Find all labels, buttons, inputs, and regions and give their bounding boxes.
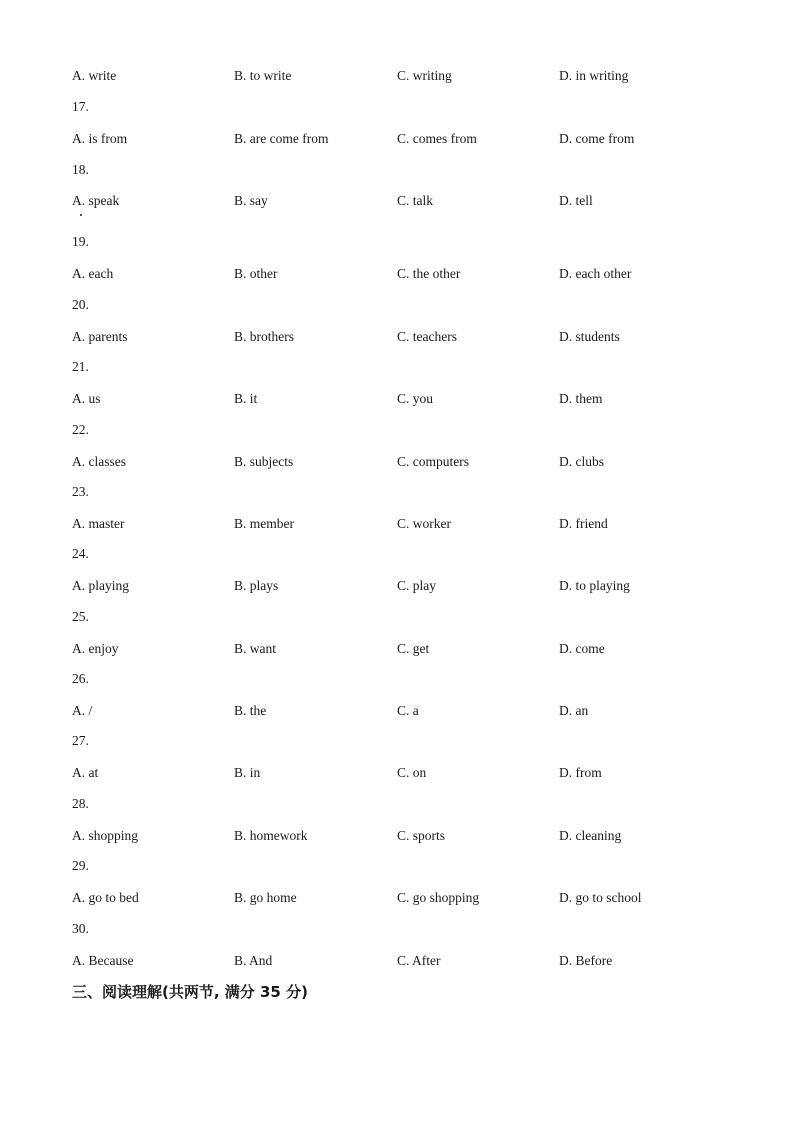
option-c: C. teachers: [397, 329, 457, 344]
option-a: A. shopping: [72, 828, 139, 843]
option-d: D. them: [559, 391, 603, 406]
option-d: D. come from: [559, 131, 635, 146]
option-a: A. each: [72, 266, 114, 281]
option-c: C. the other: [397, 266, 461, 281]
option-d: D. tell: [559, 193, 593, 208]
option-d: D. go to school: [559, 890, 642, 905]
option-b: B. in: [234, 765, 261, 780]
question-number: 17.: [72, 99, 89, 114]
option-c: C. play: [397, 578, 436, 593]
question-number: 23.: [72, 484, 89, 499]
option-c: C. you: [397, 391, 434, 406]
option-d: D. each other: [559, 266, 632, 281]
option-c: C. computers: [397, 454, 469, 469]
option-a: A. parents: [72, 329, 128, 344]
question-number: 22.: [72, 422, 89, 437]
question-number: 21.: [72, 359, 89, 374]
option-c: C. go shopping: [397, 890, 480, 905]
question-number: 20.: [72, 297, 89, 312]
option-b: B. want: [234, 641, 276, 656]
option-c: C. on: [397, 765, 427, 780]
question-number: 30.: [72, 921, 89, 936]
option-a: A. is from: [72, 131, 128, 146]
option-d: D. come: [559, 641, 605, 656]
option-a: A. Because: [72, 953, 134, 968]
option-c: C. sports: [397, 828, 446, 843]
question-number: 29.: [72, 858, 89, 873]
question-number: 26.: [72, 671, 89, 686]
stray-mark: [80, 214, 82, 216]
option-c: C. get: [397, 641, 430, 656]
question-number: 27.: [72, 733, 89, 748]
option-a: A. master: [72, 516, 125, 531]
option-c: C. After: [397, 953, 441, 968]
option-c: C. talk: [397, 193, 433, 208]
option-b: B. other: [234, 266, 278, 281]
option-b: B. And: [234, 953, 273, 968]
option-d: D. students: [559, 329, 620, 344]
option-a: A. at: [72, 765, 99, 780]
option-b: B. say: [234, 193, 268, 208]
option-a: A. playing: [72, 578, 129, 593]
option-a: A. speak: [72, 193, 120, 208]
option-b: B. homework: [234, 828, 308, 843]
option-b: B. go home: [234, 890, 297, 905]
option-d: D. an: [559, 703, 589, 718]
option-a: A. us: [72, 391, 101, 406]
option-b: B. to write: [234, 68, 292, 83]
option-d: D. to playing: [559, 578, 630, 593]
option-a: A. go to bed: [72, 890, 139, 905]
option-b: B. are come from: [234, 131, 329, 146]
option-d: D. clubs: [559, 454, 604, 469]
option-b: B. brothers: [234, 329, 294, 344]
option-b: B. subjects: [234, 454, 294, 469]
question-number: 25.: [72, 609, 89, 624]
question-number: 24.: [72, 546, 89, 561]
option-d: D. in writing: [559, 68, 629, 83]
option-d: D. Before: [559, 953, 613, 968]
option-d: D. friend: [559, 516, 608, 531]
option-a: A. enjoy: [72, 641, 119, 656]
option-b: B. plays: [234, 578, 279, 593]
option-a: A. classes: [72, 454, 126, 469]
question-number: 28.: [72, 796, 89, 811]
option-b: B. it: [234, 391, 258, 406]
option-b: B. member: [234, 516, 294, 531]
option-c: C. writing: [397, 68, 452, 83]
question-number: 19.: [72, 234, 89, 249]
option-d: D. cleaning: [559, 828, 622, 843]
option-a: A. write: [72, 68, 117, 83]
question-number: 18.: [72, 162, 89, 177]
option-b: B. the: [234, 703, 267, 718]
option-d: D. from: [559, 765, 602, 780]
option-c: C. a: [397, 703, 419, 718]
option-c: C. worker: [397, 516, 451, 531]
option-c: C. comes from: [397, 131, 477, 146]
option-a: A. /: [72, 703, 93, 718]
section-heading: 三、阅读理解(共两节, 满分 35 分): [72, 983, 308, 1001]
